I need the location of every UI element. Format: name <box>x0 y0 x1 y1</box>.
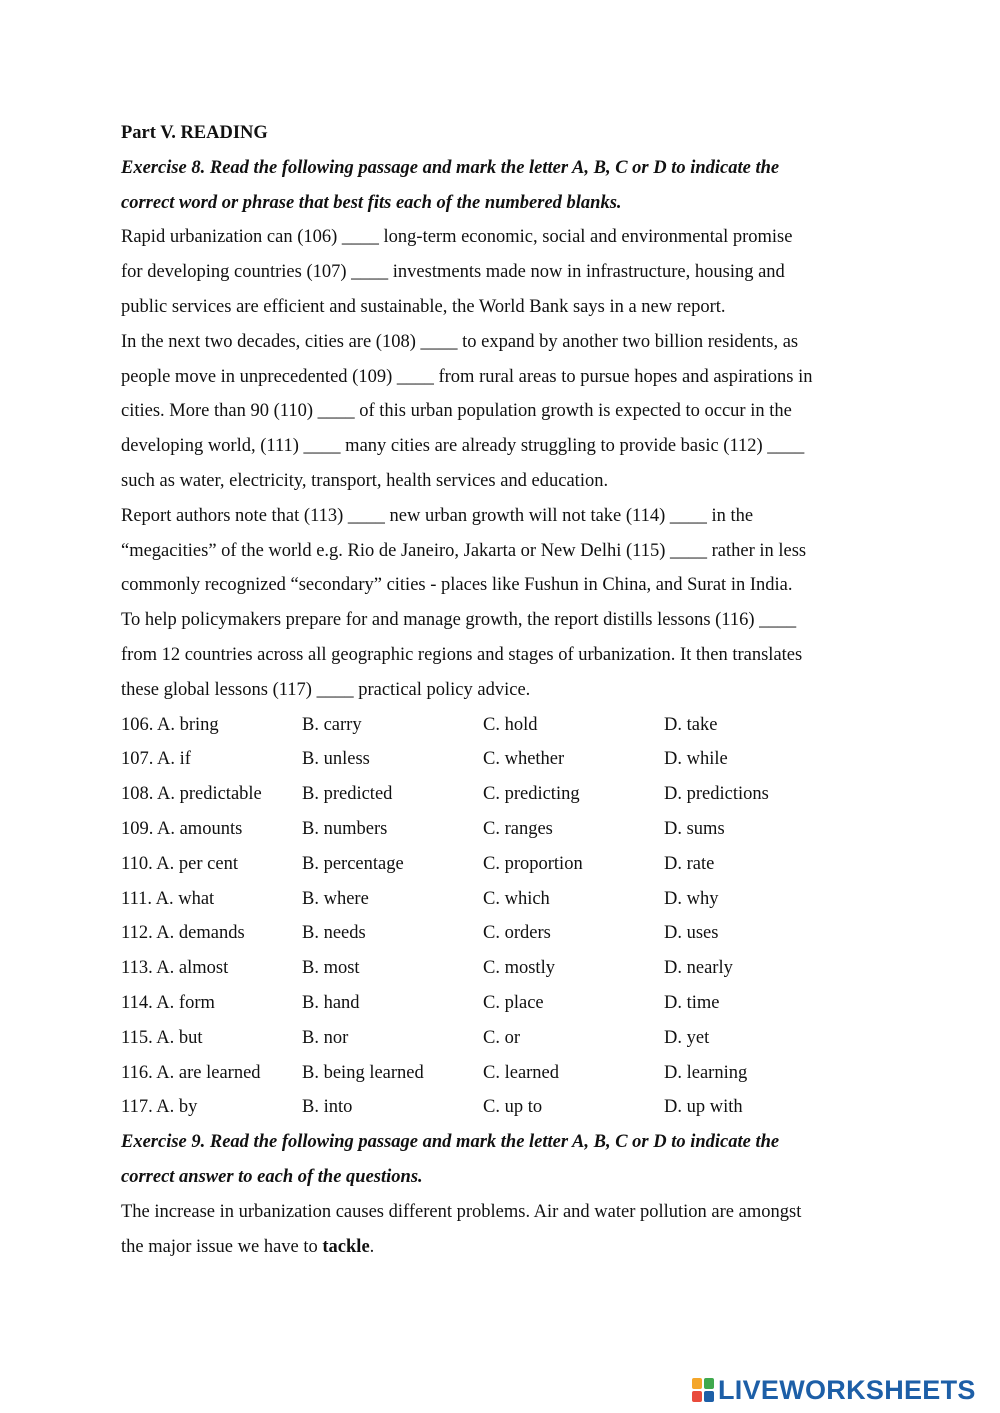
option-a: 117. A. by <box>121 1097 198 1118</box>
option-c: C. ranges <box>483 818 553 839</box>
question-row <box>121 986 881 1021</box>
logo-square <box>692 1391 702 1402</box>
passage-line: Report authors note that (113) ____ new urban growth will not take (114) ____ in the <box>121 505 754 526</box>
worksheet-page <box>121 116 881 1264</box>
passage-line: The increase in urbanization causes different problems. Air and water pollution are amongst <box>121 1201 802 1222</box>
question-row <box>121 742 881 777</box>
option-d: D. nearly <box>664 958 733 979</box>
question-row <box>121 916 881 951</box>
passage-line: public services are efficient and sustainable, the World Bank says in a new report. <box>121 296 726 317</box>
logo-square <box>704 1391 714 1402</box>
option-d: D. yet <box>664 1027 710 1048</box>
option-b: B. needs <box>302 923 366 944</box>
option-c: C. orders <box>483 923 551 944</box>
option-a: 116. A. are learned <box>121 1062 261 1083</box>
option-a: 108. A. predictable <box>121 784 262 805</box>
option-c: C. learned <box>483 1062 560 1083</box>
highlighted-word-tackle: tackle <box>322 1236 370 1257</box>
option-d: D. sums <box>664 818 725 839</box>
question-row <box>121 812 881 847</box>
option-b: B. where <box>302 888 369 909</box>
option-c: C. predicting <box>483 784 580 805</box>
option-b: B. carry <box>302 714 362 735</box>
option-b: B. nor <box>302 1027 349 1048</box>
question-row <box>121 1021 881 1056</box>
option-a: 107. A. if <box>121 749 191 770</box>
passage-line: cities. More than 90 (110) ____ of this urban population growth is expected to occur in the <box>121 401 792 422</box>
question-row <box>121 1090 881 1125</box>
option-c: C. mostly <box>483 958 555 979</box>
logo-text: LIVEWORKSHEETS <box>718 1375 976 1405</box>
option-d: D. while <box>664 749 728 770</box>
option-b: B. percentage <box>302 853 404 874</box>
option-d: D. predictions <box>664 784 769 805</box>
option-b: B. most <box>302 958 360 979</box>
option-a: 111. A. what <box>121 888 215 909</box>
liveworksheets-logo <box>692 1376 976 1404</box>
exercise8-instruction-line: correct word or phrase that best fits each of the numbered blanks. <box>121 192 622 213</box>
option-c: C. place <box>483 992 544 1013</box>
passage-text: the major issue we have to <box>121 1236 323 1257</box>
logo-square <box>692 1378 702 1389</box>
option-b: B. hand <box>302 992 360 1013</box>
option-c: C. which <box>483 888 550 909</box>
passage-line: To help policymakers prepare for and manage growth, the report distills lessons (116) ____ <box>121 610 797 631</box>
option-a: 114. A. form <box>121 992 215 1013</box>
passage-line: people move in unprecedented (109) ____ from rural areas to pursue hopes and aspirations in <box>121 366 813 387</box>
question-row <box>121 1056 881 1091</box>
option-a: 113. A. almost <box>121 958 229 979</box>
passage-line: such as water, electricity, transport, health services and education. <box>121 470 609 491</box>
passage-line <box>121 1230 881 1265</box>
passage-line: Rapid urbanization can (106) ____ long-term economic, social and environmental promise <box>121 227 793 248</box>
question-row <box>121 882 881 917</box>
passage-line: developing world, (111) ____ many cities are already struggling to provide basic (112) ____ <box>121 436 805 457</box>
question-row <box>121 951 881 986</box>
option-a: 112. A. demands <box>121 923 245 944</box>
option-b: B. predicted <box>302 784 393 805</box>
question-row <box>121 708 881 743</box>
part-title: Part V. READING <box>121 123 268 143</box>
option-b: B. being learned <box>302 1062 424 1083</box>
passage-line: for developing countries (107) ____ investments made now in infrastructure, housing and <box>121 262 785 283</box>
option-d: D. learning <box>664 1062 748 1083</box>
option-d: D. up with <box>664 1097 743 1118</box>
option-a: 115. A. but <box>121 1027 203 1048</box>
exercise8-passage <box>121 220 881 707</box>
option-d: D. why <box>664 888 719 909</box>
option-a: 106. A. bring <box>121 714 219 735</box>
option-d: D. uses <box>664 923 719 944</box>
passage-line: “megacities” of the world e.g. Rio de Janeiro, Jakarta or New Delhi (115) ____ rather in less <box>121 540 807 561</box>
option-a: 110. A. per cent <box>121 853 238 874</box>
option-c: C. hold <box>483 714 538 735</box>
option-b: B. numbers <box>302 818 388 839</box>
passage-line: from 12 countries across all geographic regions and stages of urbanization. It then translates <box>121 644 803 665</box>
liveworksheets-logo-icon <box>692 1378 714 1402</box>
question-row <box>121 847 881 882</box>
option-c: C. whether <box>483 749 565 770</box>
passage-text: . <box>369 1236 375 1257</box>
passage-line: these global lessons (117) ____ practical policy advice. <box>121 679 531 700</box>
option-b: B. unless <box>302 749 370 770</box>
option-c: C. or <box>483 1027 520 1048</box>
exercise8-instruction-line: Exercise 8. Read the following passage and mark the letter A, B, C or D to indicate the <box>121 157 780 178</box>
option-d: D. time <box>664 992 720 1013</box>
exercise9-instruction-line: Exercise 9. Read the following passage and mark the letter A, B, C or D to indicate the <box>121 1132 780 1153</box>
exercise8-questions <box>121 708 881 1126</box>
option-d: D. take <box>664 714 718 735</box>
passage-line: commonly recognized “secondary” cities - places like Fushun in China, and Surat in India. <box>121 575 793 596</box>
option-d: D. rate <box>664 853 715 874</box>
exercise9-passage <box>121 1195 881 1265</box>
logo-square <box>704 1378 714 1389</box>
option-c: C. up to <box>483 1097 543 1118</box>
option-b: B. into <box>302 1097 353 1118</box>
option-c: C. proportion <box>483 853 583 874</box>
passage-line: In the next two decades, cities are (108) ____ to expand by another two billion residents, as <box>121 331 799 352</box>
exercise9-instruction-line: correct answer to each of the questions. <box>121 1166 423 1187</box>
option-a: 109. A. amounts <box>121 818 243 839</box>
question-row <box>121 777 881 812</box>
